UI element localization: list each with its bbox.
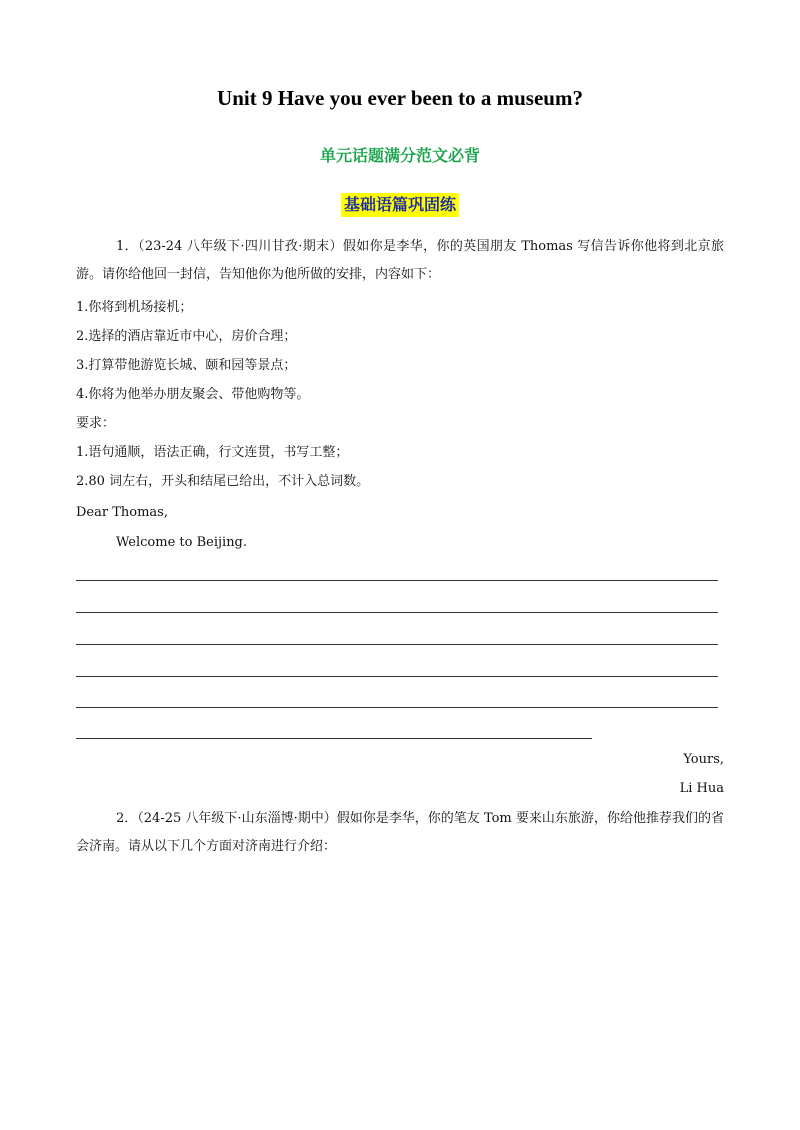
answer-line[interactable] [76,738,592,739]
question-1-prompt: 1．（23-24 八年级下·四川甘孜·期末）假如你是李华，你的英国朋友 Thomas 写信告诉你他将到北京旅游。请你给他回一封信，告知他你为他所做的安排，内容如下： [76,239,724,282]
letter-signature: Li Hua [679,781,724,796]
section-heading: 基础语篇巩固练 [341,193,459,217]
requirements-label: 要求： [76,416,116,431]
requirement-1: 1.语句通顺，语法正确，行文连贯，书写工整； [76,445,349,460]
letter-salutation: Dear Thomas, [76,505,168,520]
answer-line[interactable] [76,644,718,645]
question-1-item-4: 4.你将为他举办朋友聚会、带他购物等。 [76,387,310,402]
section-heading-wrap [0,193,800,217]
requirement-2: 2.80 词左右，开头和结尾已给出，不计入总词数。 [76,474,370,489]
answer-line[interactable] [76,580,718,581]
answer-line[interactable] [76,612,718,613]
question-1-item-1: 1.你将到机场接机； [76,300,193,315]
page-title: Unit 9 Have you ever been to a museum? [217,86,583,110]
letter-opening: Welcome to Beijing. [116,535,248,550]
letter-closing: Yours, [683,752,724,767]
page-subtitle: 单元话题满分范文必背 [319,146,480,165]
question-2-prompt: 2．（24-25 八年级下·山东淄博·期中）假如你是李华，你的笔友 Tom 要来山东旅游，你给他推荐我们的省会济南。请从以下几个方面对济南进行介绍： [76,811,724,854]
answer-line[interactable] [76,707,718,708]
answer-line[interactable] [76,676,718,677]
question-1-item-3: 3.打算带他游览长城、颐和园等景点； [76,358,297,373]
question-1-item-2: 2.选择的酒店靠近市中心，房价合理； [76,329,297,344]
